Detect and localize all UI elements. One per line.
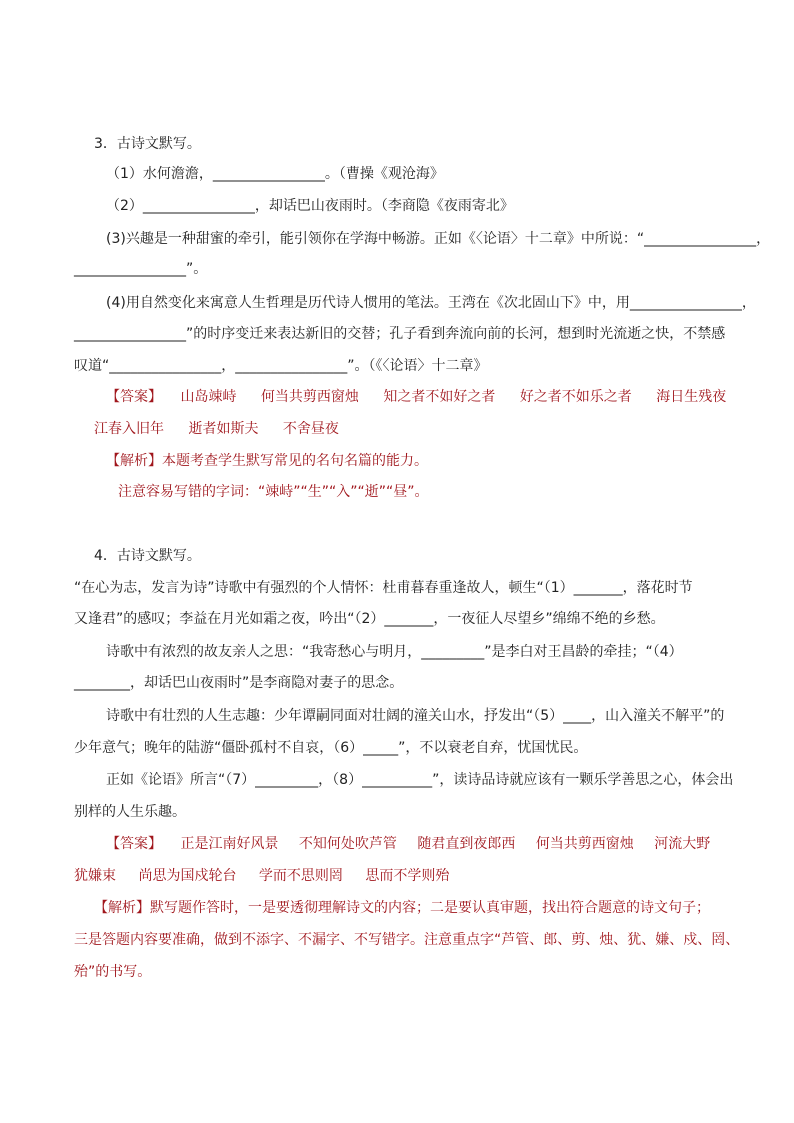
q4-answer-row-2 [0,865,794,887]
analysis-label: 【解析】 [106,453,162,469]
answer-label: 【答案】 [106,836,162,852]
answer-item: 江春入旧年 [94,421,164,437]
answer-item: 何当共剪西窗烛 [535,836,634,852]
analysis-text: 本题考查学生默写常见的名句名篇的能力。 [162,453,428,469]
answer-item: 山岛竦峙 [180,389,237,405]
answer-item: 正是江南好风景 [180,836,279,852]
q4-analysis-line3: 殆”的书写。 [74,964,152,980]
q4-para-4-line2: 别样的人生乐趣。 [74,804,186,820]
q3-analysis [0,450,794,472]
q3-item-2: （2）________________，却话巴山夜雨时。（李商隐《夜雨寄北》 [106,198,514,214]
q4-para-1-line1: “在心为志，发言为诗”诗歌中有强烈的个人情怀：杜甫暮春重逢故人，顿生“（1）_______，落花时节 [74,580,693,596]
analysis-text: 默写题作答时，一是要透彻理解诗文的内容；二是要认真审题，找出符合题意的诗文句子； [150,900,710,916]
q3-item-4-line1: (4)用自然变化来寓意人生哲理是历代诗人惯用的笔法。王湾在《次北固山下》中，用________________， [106,295,756,311]
q4-header: 4．古诗文默写。 [94,548,201,564]
q3-item-1: （1）水何澹澹，________________。（曹操《观沧海》 [106,166,444,182]
q4-analysis-line1 [0,897,794,919]
q3-item-3-line1: (3)兴趣是一种甜蜜的牵引，能引领你在学海中畅游。正如《〈论语〉十二章》中所说：“________________， [106,231,771,247]
answer-item: 尚思为国戍轮台 [138,868,237,884]
q3-header: 3．古诗文默写。 [94,136,201,152]
answer-item: 知之者不如好之者 [383,389,496,405]
answer-item: 不舍昼夜 [282,421,339,437]
q4-para-4-line1: 正如《论语》所言“（7）_________，（8）__________”，读诗品诗就应该有一颗乐学善思之心，体会出 [106,772,734,788]
answer-item: 海日生残夜 [656,389,727,405]
answer-item: 逝者如斯夫 [188,421,259,437]
q3-item-4-line2: ________________”的时序变迁来表达新旧的交替；孔子看到奔流向前的长河，想到时光流逝之快，不禁感 [74,326,726,342]
q4-answer-row-1 [0,833,794,855]
answer-item: 思而不学则殆 [365,868,450,884]
analysis-label: 【解析】 [94,900,150,916]
answer-item: 不知何处吹芦管 [298,836,397,852]
q4-analysis-line2: 三是答题内容要准确，做到不添字、不漏字、不写错字。注意重点字“芦管、郎、剪、烛、犹、嫌、戍、罔、 [74,932,740,948]
answer-item: 好之者不如乐之者 [519,389,632,405]
answer-label: 【答案】 [106,389,162,405]
answer-item: 随君直到夜郎西 [417,836,516,852]
q4-para-2-line2: ________，却话巴山夜雨时”是李商隐对妻子的思念。 [74,675,404,691]
q3-answer-row-2 [0,418,794,440]
answer-item: 犹嫌束 [74,868,116,884]
q3-note: 注意容易写错的字词：“竦峙”“生”“入”“逝”“昼”。 [118,484,429,500]
q4-para-3-line2: 少年意气；晚年的陆游“僵卧孤村不自哀，（6）_____”，不以衰老自弃，忧国忧民。 [74,740,588,756]
answer-item: 学而不思则罔 [258,868,343,884]
q4-para-1-line2: 又逢君”的感叹；李益在月光如霜之夜，吟出“（2）_______，一夜征人尽望乡”绵绵不绝的乡愁。 [74,611,665,627]
answer-item: 河流大野 [654,836,711,852]
q3-answer-row-1 [0,386,794,408]
q4-para-3-line1: 诗歌中有壮烈的人生志趣：少年谭嗣同面对壮阔的潼关山水，抒发出“（5）____，山入潼关不解平”的 [106,708,725,724]
q3-item-4-line3: 叹道“________________，________________”。（《〈论语〉十二章》 [74,358,488,374]
answer-item: 何当共剪西窗烛 [260,389,359,405]
q3-item-3-line2: ________________”。 [74,261,208,277]
q4-para-2-line1: 诗歌中有浓烈的故友亲人之思：“我寄愁心与明月，_________”是李白对王昌龄的牵挂；“（4） [106,644,683,660]
